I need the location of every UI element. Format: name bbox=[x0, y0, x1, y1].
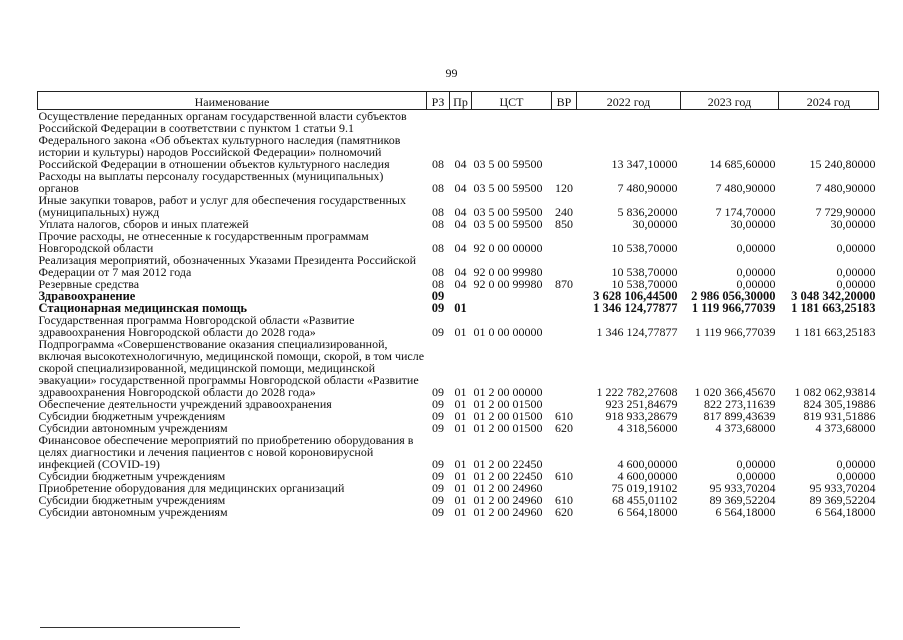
cell-2022: 4 600,00000 bbox=[617, 469, 678, 483]
cell-name: Субсидии бюджетным учреждениям bbox=[38, 409, 226, 423]
cell-vr bbox=[552, 254, 577, 278]
cell-rz: 09 bbox=[432, 409, 444, 423]
cell-2022: 1 346 124,77877 bbox=[596, 325, 678, 339]
cell-rz: 09 bbox=[431, 301, 445, 315]
cell-rz: 09 bbox=[432, 457, 444, 471]
cell-2024: 824 305,19886 bbox=[803, 397, 876, 411]
cell-name: Государственная программа Новгородской области «Развитие здравоохранения Новгородской области до 2028 года» bbox=[38, 313, 355, 339]
footnote-divider bbox=[40, 627, 240, 628]
cell-vr: 620 bbox=[555, 421, 573, 435]
cell-name: Уплата налогов, сборов и иных платежей bbox=[38, 217, 249, 231]
cell-2024: 819 931,51886 bbox=[803, 409, 876, 423]
cell-pr: 01 bbox=[454, 505, 467, 519]
cell-name: Субсидии автономным учреждениям bbox=[38, 421, 228, 435]
cell-2024: 0,00000 bbox=[836, 241, 876, 255]
cell-2022: 30,00000 bbox=[632, 217, 678, 231]
cell-cst: 01 2 00 01500 bbox=[473, 397, 543, 411]
cell-vr: 120 bbox=[555, 181, 573, 195]
cell-name: Подпрограмма «Совершенствование оказания специализированной, включая высокотехнологичную, медицинской помощи, скорой, в том числе скорой специализированной, медицинской помощи, медицинской эвакуации» государственной программы Новгородской области «Развитие здравоохранения Новгородской области до 2028 года» bbox=[38, 337, 425, 399]
page-number: 99 bbox=[445, 66, 458, 80]
cell-pr: 04 bbox=[454, 205, 467, 219]
cell-pr: 01 bbox=[454, 385, 467, 399]
cell-name: Стационарная медицинская помощь bbox=[38, 301, 248, 315]
cell-2022: 6 564,18000 bbox=[617, 505, 678, 519]
cell-2024: 1 082 062,93814 bbox=[794, 385, 876, 399]
cell-2022: 4 318,56000 bbox=[617, 421, 678, 435]
header-pr: Пр bbox=[450, 92, 472, 110]
cell-2024: 7 480,90000 bbox=[815, 181, 876, 195]
cell-2022: 3 628 106,44500 bbox=[593, 289, 678, 303]
cell-rz: 08 bbox=[432, 241, 444, 255]
table-row bbox=[38, 314, 879, 338]
cell-2022: 68 455,01102 bbox=[611, 493, 678, 507]
table-row bbox=[38, 194, 879, 218]
cell-2022: 7 480,90000 bbox=[617, 181, 678, 195]
cell-pr: 01 bbox=[454, 481, 467, 495]
cell-name: Расходы на выплаты персоналу государственных (муниципальных) органов bbox=[38, 169, 384, 195]
cell-vr bbox=[552, 302, 577, 314]
cell-name: Реализация мероприятий, обозначенных Указами Президента Российской Федерации от 7 мая 2012 года bbox=[38, 253, 417, 279]
cell-name: Обеспечение деятельности учреждений здравоохранения bbox=[38, 397, 332, 411]
cell-vr: 240 bbox=[555, 205, 573, 219]
table-header-row bbox=[38, 92, 879, 110]
cell-pr: 01 bbox=[454, 397, 467, 411]
cell-vr: 850 bbox=[555, 217, 573, 231]
cell-2023: 0,00000 bbox=[736, 265, 776, 279]
header-2024: 2024 год bbox=[779, 92, 879, 110]
cell-2024: 0,00000 bbox=[836, 469, 876, 483]
cell-2022: 75 019,19102 bbox=[611, 481, 678, 495]
cell-2024: 15 240,80000 bbox=[809, 157, 876, 171]
cell-vr bbox=[552, 230, 577, 254]
cell-vr bbox=[552, 434, 577, 470]
cell-2023: 2 986 056,30000 bbox=[691, 289, 776, 303]
cell-cst: 01 2 00 00000 bbox=[473, 385, 543, 399]
cell-2023: 0,00000 bbox=[736, 277, 776, 291]
table-row bbox=[38, 230, 879, 254]
cell-2023: 1 020 366,45670 bbox=[694, 385, 776, 399]
cell-2024: 3 048 342,20000 bbox=[791, 289, 876, 303]
budget-table bbox=[37, 91, 879, 518]
cell-cst bbox=[472, 302, 552, 314]
table-row bbox=[38, 434, 879, 470]
cell-rz: 08 bbox=[432, 217, 444, 231]
cell-name: Осуществление переданных органам государственной власти субъектов Российской Федерации в соответствии с пунктом 1 статьи 9.1 Федерального закона «Об объектах культурного наследия (памятников истории и культуры) народов Российской Федерации» полномочий Российской Федерации в отношении объектов культурного наследия bbox=[38, 109, 407, 171]
cell-rz: 09 bbox=[431, 289, 445, 303]
cell-rz: 09 bbox=[432, 493, 444, 507]
cell-2023: 7 480,90000 bbox=[715, 181, 776, 195]
cell-cst: 92 0 00 99980 bbox=[473, 265, 543, 279]
cell-2024: 1 181 663,25183 bbox=[794, 325, 876, 339]
cell-2023: 95 933,70204 bbox=[709, 481, 776, 495]
table-row bbox=[38, 506, 879, 518]
cell-rz: 09 bbox=[432, 469, 444, 483]
cell-2023: 30,00000 bbox=[730, 217, 776, 231]
table-row bbox=[38, 338, 879, 398]
cell-pr: 04 bbox=[454, 265, 467, 279]
cell-name: Субсидии бюджетным учреждениям bbox=[38, 493, 226, 507]
cell-2022: 10 538,70000 bbox=[611, 277, 678, 291]
cell-pr: 01 bbox=[454, 493, 467, 507]
table-row bbox=[38, 110, 879, 171]
cell-cst: 03 5 00 59500 bbox=[473, 181, 543, 195]
cell-pr: 01 bbox=[454, 301, 467, 315]
cell-cst: 01 2 00 22450 bbox=[473, 457, 543, 471]
cell-rz: 08 bbox=[432, 277, 444, 291]
cell-2022: 1 222 782,27608 bbox=[596, 385, 678, 399]
cell-2023: 0,00000 bbox=[736, 469, 776, 483]
cell-pr: 04 bbox=[454, 181, 467, 195]
cell-rz: 09 bbox=[432, 481, 444, 495]
cell-cst: 01 0 00 00000 bbox=[473, 325, 543, 339]
cell-2022: 13 347,10000 bbox=[611, 157, 678, 171]
cell-2024: 4 373,68000 bbox=[815, 421, 876, 435]
cell-2022: 10 538,70000 bbox=[611, 265, 678, 279]
cell-vr bbox=[552, 314, 577, 338]
cell-name: Субсидии бюджетным учреждениям bbox=[38, 469, 226, 483]
cell-rz: 09 bbox=[432, 385, 444, 399]
cell-rz: 08 bbox=[432, 157, 444, 171]
cell-2024: 0,00000 bbox=[836, 277, 876, 291]
cell-name: Иные закупки товаров, работ и услуг для обеспечения государственных (муниципальных) нужд bbox=[38, 193, 406, 219]
cell-2023: 817 899,43639 bbox=[703, 409, 776, 423]
cell-rz: 08 bbox=[432, 205, 444, 219]
cell-cst: 92 0 00 99980 bbox=[473, 277, 543, 291]
cell-rz: 08 bbox=[432, 265, 444, 279]
cell-2024: 1 181 663,25183 bbox=[791, 301, 876, 315]
cell-name: Субсидии автономным учреждениям bbox=[38, 505, 228, 519]
cell-2024: 30,00000 bbox=[830, 217, 876, 231]
cell-vr bbox=[552, 110, 577, 171]
cell-pr: 01 bbox=[454, 409, 467, 423]
cell-2023: 0,00000 bbox=[736, 457, 776, 471]
cell-pr: 01 bbox=[454, 457, 467, 471]
header-2023: 2023 год bbox=[681, 92, 779, 110]
cell-pr: 01 bbox=[454, 469, 467, 483]
cell-cst bbox=[472, 290, 552, 302]
cell-cst: 01 2 00 24960 bbox=[473, 481, 543, 495]
cell-rz: 09 bbox=[432, 421, 444, 435]
cell-rz: 09 bbox=[432, 397, 444, 411]
cell-2023: 0,00000 bbox=[736, 241, 776, 255]
cell-pr: 04 bbox=[454, 217, 467, 231]
cell-2023: 14 685,60000 bbox=[709, 157, 776, 171]
cell-2024: 7 729,90000 bbox=[815, 205, 876, 219]
cell-pr: 01 bbox=[454, 325, 467, 339]
cell-cst: 01 2 00 01500 bbox=[473, 409, 543, 423]
cell-vr: 610 bbox=[555, 493, 573, 507]
cell-vr bbox=[552, 338, 577, 398]
cell-2022: 1 346 124,77877 bbox=[593, 301, 678, 315]
cell-2023: 4 373,68000 bbox=[715, 421, 776, 435]
cell-2023: 1 119 966,77039 bbox=[694, 325, 776, 339]
cell-2024: 89 369,52204 bbox=[809, 493, 876, 507]
cell-cst: 01 2 00 22450 bbox=[473, 469, 543, 483]
cell-2024: 0,00000 bbox=[836, 457, 876, 471]
cell-cst: 01 2 00 24960 bbox=[473, 505, 543, 519]
cell-2023: 1 119 966,77039 bbox=[691, 301, 776, 315]
cell-vr: 610 bbox=[555, 469, 573, 483]
cell-vr: 620 bbox=[555, 505, 573, 519]
cell-name: Резервные средства bbox=[38, 277, 140, 291]
header-rz: РЗ bbox=[427, 92, 450, 110]
table-row bbox=[38, 170, 879, 194]
cell-pr: 04 bbox=[454, 277, 467, 291]
cell-cst: 92 0 00 00000 bbox=[473, 241, 543, 255]
cell-2023: 6 564,18000 bbox=[715, 505, 776, 519]
cell-2022: 5 836,20000 bbox=[617, 205, 678, 219]
cell-2022: 10 538,70000 bbox=[611, 241, 678, 255]
cell-cst: 03 5 00 59500 bbox=[473, 157, 543, 171]
cell-2023: 822 273,11639 bbox=[703, 397, 776, 411]
cell-cst: 03 5 00 59500 bbox=[473, 205, 543, 219]
table-body bbox=[38, 110, 879, 519]
cell-cst: 01 2 00 24960 bbox=[473, 493, 543, 507]
cell-vr: 610 bbox=[555, 409, 573, 423]
cell-rz: 09 bbox=[432, 505, 444, 519]
cell-2022: 4 600,00000 bbox=[617, 457, 678, 471]
cell-name: Прочие расходы, не отнесенные к государственным программам Новгородской области bbox=[38, 229, 369, 255]
cell-name: Финансовое обеспечение мероприятий по приобретению оборудования в целях диагностики и лечения пациентов с новой короновирусной инфекцией (COVID-19) bbox=[38, 433, 414, 471]
cell-rz: 08 bbox=[432, 181, 444, 195]
cell-2023: 89 369,52204 bbox=[709, 493, 776, 507]
cell-pr: 04 bbox=[454, 241, 467, 255]
cell-2022: 918 933,28679 bbox=[605, 409, 678, 423]
cell-2023: 7 174,70000 bbox=[715, 205, 776, 219]
table-row bbox=[38, 254, 879, 278]
cell-pr: 01 bbox=[454, 421, 467, 435]
cell-vr bbox=[552, 290, 577, 302]
cell-vr: 870 bbox=[555, 277, 573, 291]
cell-name: Здравоохранение bbox=[38, 289, 136, 303]
cell-cst: 03 5 00 59500 bbox=[473, 217, 543, 231]
cell-cst: 01 2 00 01500 bbox=[473, 421, 543, 435]
cell-rz: 09 bbox=[432, 325, 444, 339]
cell-2024: 95 933,70204 bbox=[809, 481, 876, 495]
header-vr: ВР bbox=[552, 92, 577, 110]
cell-2024: 6 564,18000 bbox=[815, 505, 876, 519]
header-name: Наименование bbox=[38, 92, 427, 110]
cell-name: Приобретение оборудования для медицинских организаций bbox=[38, 481, 345, 495]
cell-pr: 04 bbox=[454, 157, 467, 171]
header-cst: ЦСТ bbox=[472, 92, 552, 110]
cell-2024: 0,00000 bbox=[836, 265, 876, 279]
header-2022: 2022 год bbox=[577, 92, 681, 110]
cell-2022: 923 251,84679 bbox=[605, 397, 678, 411]
